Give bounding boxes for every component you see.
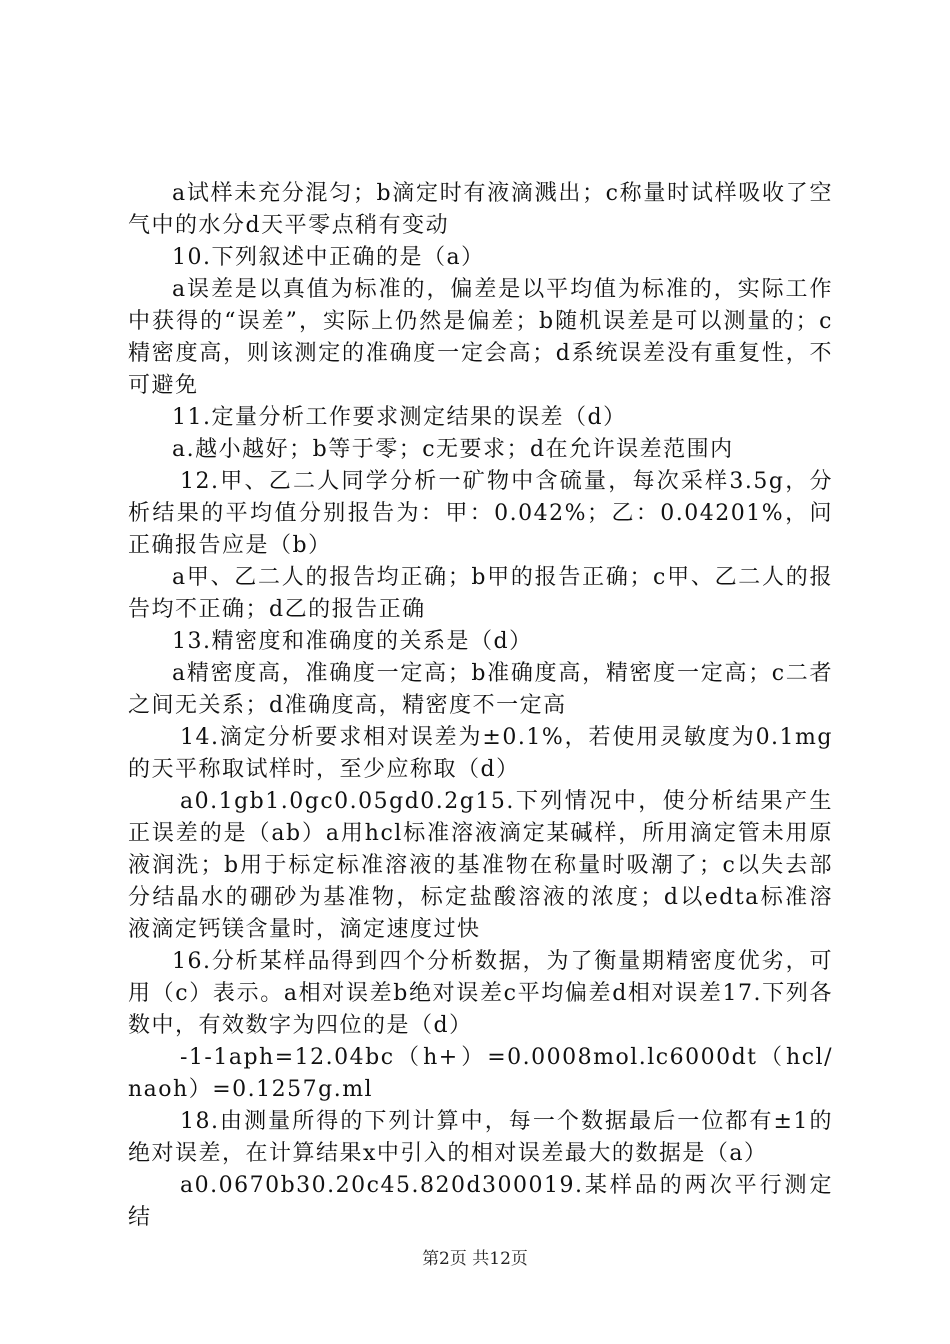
question-18: 18.由测量所得的下列计算中，每一个数据最后一位都有±1的绝对误差，在计算结果x中引入的相对误差最大的数据是（a） — [128, 1109, 833, 1166]
question-17-options: -1-1aph=12.04bc（h+）=0.0008mol.lc6000dt（hcl/naoh）=0.1257g.ml — [128, 1045, 833, 1102]
page-number-footer: 第2页 共12页 — [422, 1249, 528, 1269]
question-10-options: a误差是以真值为标准的，偏差是以平均值为标准的，实际工作中获得的“误差”，实际上仍然是偏差；b随机误差是可以测量的；c精密度高，则该测定的准确度一定会高；d系统误差没有重复性，不可避免 — [128, 277, 833, 398]
question-14: 14.滴定分析要求相对误差为±0.1%，若使用灵敏度为0.1mg的天平称取试样时，至少应称取（d） — [128, 725, 833, 782]
question-13-options: a精密度高，准确度一定高；b准确度高，精密度一定高；c二者之间无关系；d准确度高，精密度不一定高 — [128, 661, 833, 718]
question-12: 12.甲、乙二人同学分析一矿物中含硫量，每次采样3.5g，分析结果的平均值分别报告为：甲：0.042%；乙：0.04201%，问正确报告应是（b） — [128, 469, 833, 558]
question-10: 10.下列叙述中正确的是（a） — [172, 245, 485, 270]
question-14-15-text: a0.1gb1.0gc0.05gd0.2g15.下列情况中，使分析结果产生正误差的是（ab）a用hcl标准溶液滴定某碱样，所用滴定管未用原液润洗；b用于标定标准溶液的基准物在称量时吸潮了；c以失去部分结晶水的硼砂为基准物，标定盐酸溶液的浓度；d以edta标准溶液滴定钙镁含量时，滴定速度过快 — [128, 789, 833, 942]
question-18-19-text: a0.0670b30.20c45.820d300019.某样品的两次平行测定结 — [128, 1173, 833, 1230]
question-12-options: a甲、乙二人的报告均正确；b甲的报告正确；c甲、乙二人的报告均不正确；d乙的报告正确 — [128, 565, 833, 622]
document-body — [128, 178, 833, 1234]
question-11: 11.定量分析工作要求测定结果的误差（d） — [172, 405, 627, 430]
question-13: 13.精密度和准确度的关系是（d） — [172, 629, 533, 654]
question-11-options: a.越小越好；b等于零；c无要求；d在允许误差范围内 — [172, 437, 734, 462]
question-16-17: 16.分析某样品得到四个分析数据，为了衡量期精密度优劣，可用（c）表示。a相对误差b绝对误差c平均偏差d相对误差17.下列各数中，有效数字为四位的是（d） — [128, 949, 833, 1038]
paragraph-1: a试样未充分混匀；b滴定时有液滴溅出；c称量时试样吸收了空气中的水分d天平零点稍有变动 — [128, 181, 833, 238]
